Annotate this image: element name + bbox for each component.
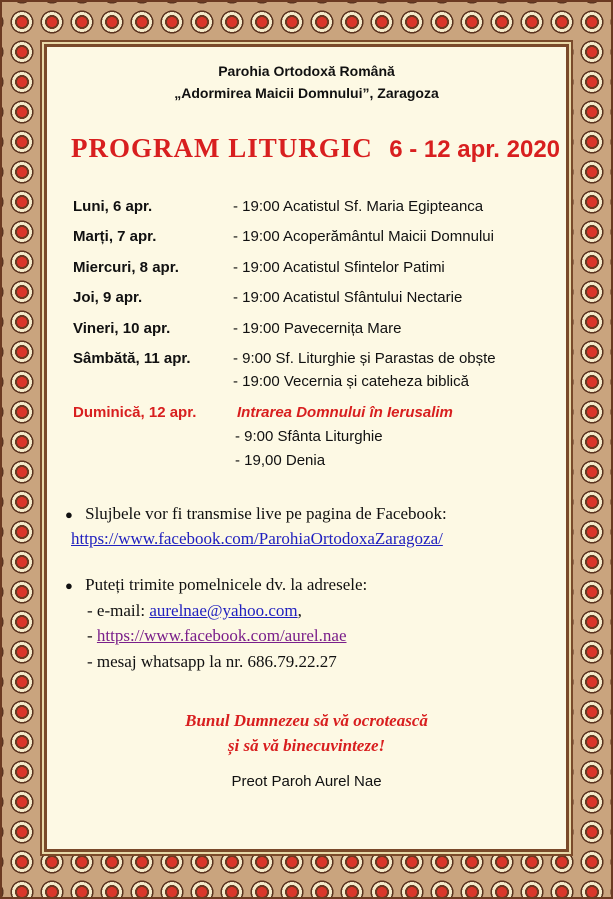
event-friday: - 19:00 Pavecernița Mare: [233, 320, 402, 337]
day-sunday: Duminică, 12 apr.: [73, 404, 197, 421]
email-prefix: - e-mail:: [87, 601, 150, 620]
day-monday: Luni, 6 apr.: [73, 198, 153, 215]
blessing-line-2: și să vă binecuvinteze!: [227, 736, 386, 755]
day-wednesday: Miercuri, 8 apr.: [73, 259, 179, 276]
facebook-personal-link[interactable]: https://www.facebook.com/aurel.nae: [96, 626, 347, 645]
pomelnic-note: [65, 575, 367, 595]
day-friday: Vineri, 10 apr.: [73, 320, 171, 337]
title-dates: 6 - 12 apr. 2020: [389, 136, 561, 163]
event-tuesday: - 19:00 Acoperământul Maicii Domnului: [233, 228, 494, 245]
bullet-icon: ●: [65, 507, 73, 522]
live-note-text: Slujbele vor fi transmise live pe pagina de Facebook:: [85, 504, 447, 523]
title-program: PROGRAM LITURGIC: [71, 133, 373, 163]
facebook-prefix: -: [87, 626, 97, 645]
blessing-line-1: Bunul Dumnezeu să vă ocrotească: [185, 711, 428, 730]
email-line: [87, 601, 302, 621]
email-link[interactable]: aurelnae@yahoo.com: [149, 601, 298, 620]
live-note: [65, 504, 447, 524]
event-saturday-2: - 19:00 Vecernia și cateheza biblică: [233, 373, 469, 390]
event-sunday-1: - 9:00 Sfânta Liturghie: [235, 428, 383, 445]
event-thursday: - 19:00 Acatistul Sfântului Nectarie: [233, 289, 463, 306]
parish-dedication: „Adormirea Maicii Domnului”, Zaragoza: [174, 85, 439, 101]
whatsapp-line: - mesaj whatsapp la nr. 686.79.22.27: [87, 652, 337, 671]
day-saturday: Sâmbătă, 11 apr.: [73, 350, 191, 367]
event-sunday-2: - 19,00 Denia: [235, 452, 326, 469]
facebook-personal-line: [87, 626, 347, 646]
parish-name: Parohia Ortodoxă Română: [218, 63, 395, 79]
event-saturday-1: - 9:00 Sf. Liturghie și Parastas de obște: [233, 350, 496, 367]
day-thursday: Joi, 9 apr.: [73, 289, 143, 306]
event-wednesday: - 19:00 Acatistul Sfintelor Patimi: [233, 259, 445, 276]
day-tuesday: Marți, 7 apr.: [73, 228, 157, 245]
signature: Preot Paroh Aurel Nae: [231, 773, 382, 790]
bullet-icon: ●: [65, 578, 73, 593]
content-panel: [44, 44, 569, 852]
sunday-feast: Intrarea Domnului în Ierusalim: [237, 404, 453, 421]
event-monday: - 19:00 Acatistul Sf. Maria Egipteanca: [233, 198, 484, 215]
email-suffix: ,: [297, 601, 302, 620]
facebook-parish-link[interactable]: https://www.facebook.com/ParohiaOrtodoxaZaragoza/: [71, 529, 443, 548]
page-title: [71, 133, 560, 164]
pomelnic-note-text: Puteți trimite pomelnicele dv. la adresele:: [85, 575, 368, 594]
